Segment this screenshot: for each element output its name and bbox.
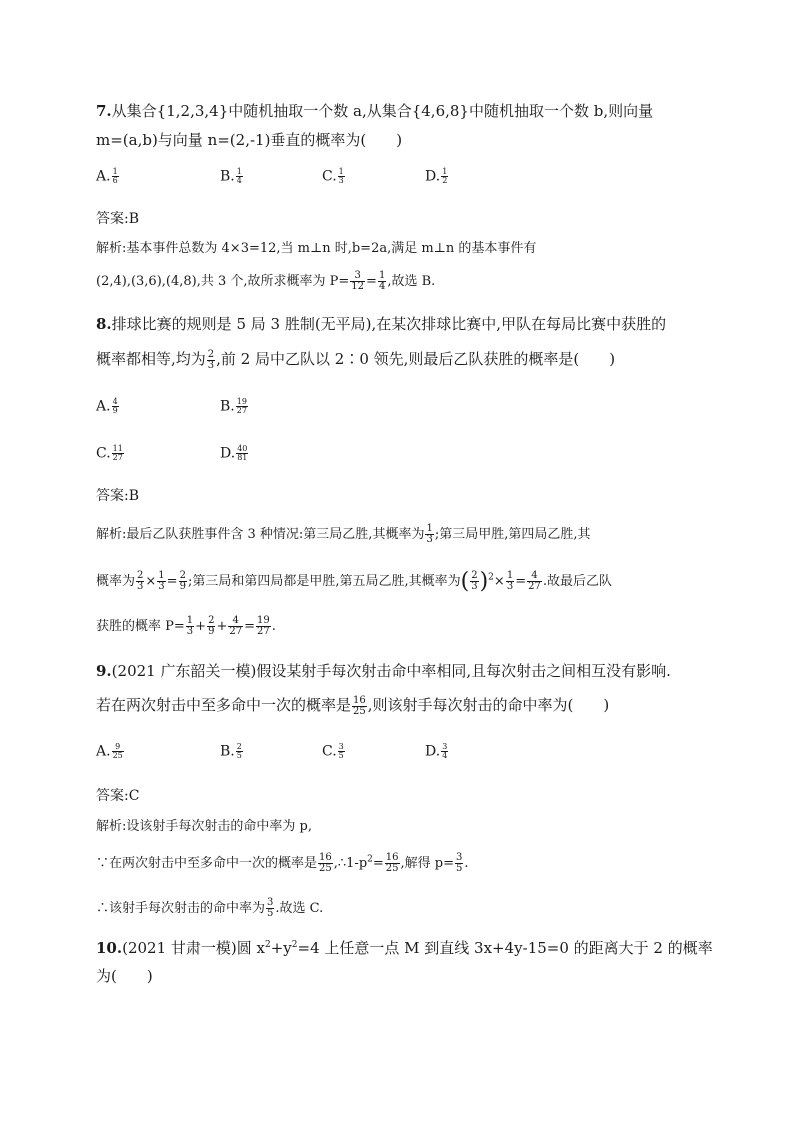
option-letter: B. [220, 743, 235, 760]
option-letter: C. [322, 743, 337, 760]
option-letter: A. [96, 743, 111, 760]
q7-number: 7. [96, 102, 112, 120]
fraction: $\frac{1}{3}$ [158, 570, 165, 592]
fraction: $\frac{3}{5}$ [267, 897, 274, 919]
fraction: $\frac{1}{3}$ [506, 570, 514, 592]
fraction: $\frac{2}{9}$ [208, 615, 215, 637]
explanation-label: 解析 [96, 819, 123, 834]
q9-option-d[interactable] [425, 743, 449, 760]
fraction: $\frac{1}{4}$ [236, 167, 242, 185]
fraction: $\frac{3}{5}$ [338, 742, 344, 760]
q10-number: 10. [96, 939, 123, 957]
q8-line1 [96, 313, 666, 334]
option-letter: A. [96, 398, 111, 415]
q9-explanation-3: ∴该射手每次射击的命中率为 $\frac{3}{5}$ .故选 C. [96, 897, 324, 919]
q9-answer: 答案:C [96, 788, 140, 804]
q8-option-a[interactable] [96, 398, 120, 415]
option-letter: B. [220, 168, 235, 185]
option-letter: D. [425, 168, 441, 185]
q8-explanation-1: 解析:最后乙队获胜事件含 3 种情况:第三局乙胜,其概率为 $\frac{1}{3}$ ;第三局甲胜,第四局乙胜,其 [96, 523, 591, 545]
fraction: $\frac{19}{27}$ [256, 615, 270, 637]
fraction: $\frac{11}{27}$ [112, 444, 123, 462]
q8-option-c[interactable] [96, 445, 125, 462]
q10-line2: 为( ) [96, 967, 153, 985]
option-letter: C. [96, 445, 111, 462]
explanation-text: :基本事件总数为 4×3=12,当 m⊥n 时,b=2a,满足 m⊥n 的基本事件有 [122, 241, 537, 256]
explanation-text: ,故选 B. [387, 274, 436, 289]
fraction: $\frac{19}{27}$ [236, 397, 247, 415]
q8-stem-1: 排球比赛的规则是 5 局 3 胜制(无平局),在某次排球比赛中,甲队在每局比赛中获胜的 [111, 315, 667, 333]
fraction: $\frac{4}{27}$ [229, 615, 243, 637]
q9-number: 9. [96, 662, 112, 680]
q9-option-b[interactable] [220, 743, 244, 760]
fraction: $\frac{16}{25}$ [319, 852, 332, 874]
option-letter: C. [322, 168, 337, 185]
q8-line2: 概率都相等,均为 $\frac{2}{3}$ ,前 2 局中乙队以 2∶0 领先,则最后乙队获胜的概率是( ) [96, 348, 616, 371]
explanation-label: 解析 [96, 241, 123, 256]
q7-answer: 答案:B [96, 211, 140, 227]
q8-option-d[interactable] [220, 445, 249, 462]
fraction: $\frac{40}{81}$ [237, 444, 248, 462]
q9-option-a[interactable] [96, 743, 125, 760]
fraction: $\frac{9}{25}$ [112, 742, 123, 760]
q7-option-b[interactable] [220, 168, 244, 185]
q7-option-d[interactable] [425, 168, 449, 185]
q9-stem-1: (2021 广东韶关一模)假设某射手每次射击命中率相同,且每次射击之间相互没有影响. [111, 662, 671, 680]
fraction: $\frac{2}{5}$ [236, 742, 242, 760]
fraction: $\frac{2}{3}$ [137, 570, 144, 592]
q9-explanation-2: ∵在两次射击中至多命中一次的概率是 $\frac{16}{25}$ $,\therefore 1-p^2=$ $\frac{16}{25}$ ,解得 p= $\frac{3}{5}$ . [96, 852, 469, 874]
fraction: $\frac{3}{4}$ [442, 742, 448, 760]
q7-stem-1: 从集合{1,2,3,4}中随机抽取一个数 a,从集合{4,6,8}中随机抽取一个数 b,则向量 [111, 102, 654, 120]
option-letter: D. [220, 445, 236, 462]
q7-option-a[interactable] [96, 168, 120, 185]
q9-explanation-1: 解析:设该射手每次射击的命中率为 p, [96, 819, 312, 834]
fraction: $\frac{1}{3}$ [426, 523, 433, 545]
explanation-label: 解析 [96, 527, 123, 542]
q7-explanation-2: (2,4),(3,6),(4,8),共 3 个,故所求概率为 P= $\frac{3}{12}$ = $\frac{1}{4}$ ,故选 B. [96, 270, 436, 292]
fraction: $\frac{16}{25}$ [385, 852, 399, 874]
fraction: $\frac{3}{5}$ [456, 852, 463, 874]
fraction: $\frac{4}{27}$ [528, 570, 541, 592]
fraction: $\frac{16}{25}$ [353, 694, 366, 717]
fraction: $\frac{3}{12}$ [351, 270, 365, 292]
q8-explanation-3: 获胜的概率 P= $\frac{1}{3}$ + $\frac{2}{9}$ + $\frac{4}{27}$ = $\frac{19}{27}$ . [96, 615, 276, 637]
q7-option-c[interactable] [322, 168, 346, 185]
q8-number: 8. [96, 315, 112, 333]
explanation-text: (2,4),(3,6),(4,8),共 3 个,故所求概率为 P= [96, 274, 350, 289]
q8-answer: 答案:B [96, 488, 140, 504]
option-letter: A. [96, 168, 111, 185]
q9-option-c[interactable] [322, 743, 346, 760]
fraction: $\frac{2}{9}$ [179, 570, 186, 592]
fraction: $\frac{2}{3}$ [207, 348, 215, 371]
q9-line2: 若在两次射击中至多命中一次的概率是 $\frac{16}{25}$ ,则该射手每次射击的命中率为( ) [96, 694, 610, 717]
q8-explanation-2: 概率为 $\frac{2}{3}$ × $\frac{1}{3}$ = $\frac{2}{9}$ ;第三局和第四局都是甲胜,第五局乙胜,其概率为( $\frac{2}{3}$ )$^2$× $\frac{1}{3}$ = $\frac{4}{27}$ .故最后乙队 [96, 569, 612, 594]
q7-line1 [96, 100, 653, 121]
option-letter: D. [425, 743, 441, 760]
q9-line1 [96, 660, 671, 681]
q7-line2: m=(a,b)与向量 n=(2,-1)垂直的概率为( ) [96, 131, 403, 149]
option-letter: B. [220, 398, 235, 415]
q7-explanation-1 [96, 237, 536, 256]
fraction: $\frac{1}{3}$ [338, 167, 344, 185]
q8-option-b[interactable] [220, 398, 249, 415]
fraction: $\frac{2}{3}$ [471, 570, 478, 592]
fraction: $\frac{1}{3}$ [186, 615, 194, 637]
fraction: $\frac{1}{2}$ [442, 167, 448, 185]
q10-line1: 10.(2021 甘肃一模)圆 $x^2+y^2=4$ 上任意一点 M 到直线 3x+4y-15=0 的距离大于 2 的概率 [96, 939, 713, 957]
fraction: $\frac{1}{4}$ [378, 270, 386, 292]
fraction: $\frac{1}{6}$ [112, 167, 118, 185]
fraction: $\frac{4}{9}$ [112, 397, 118, 415]
